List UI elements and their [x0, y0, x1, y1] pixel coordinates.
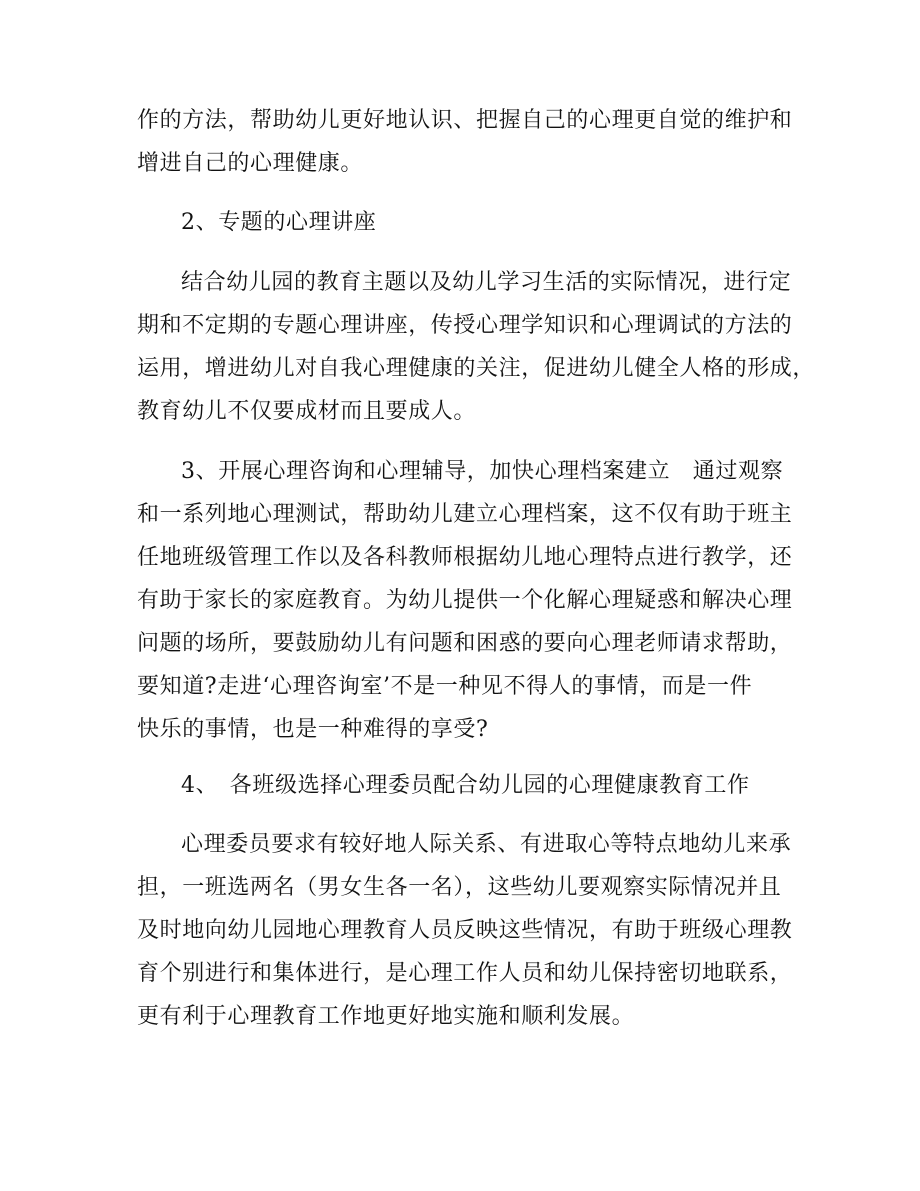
- paragraph-line: 任地班级管理工作以及各科教师根据幼儿地心理特点进行教学，还: [137, 545, 793, 570]
- paragraph-line: 教育幼儿不仅要成材而且要成人。: [137, 399, 477, 424]
- section-heading: 2、专题的心理讲座: [181, 210, 377, 235]
- paragraph-line: 运用，增进幼儿对自我心理健康的关注，促进幼儿健全人格的形成，: [137, 356, 816, 381]
- paragraph-line: 快乐的事情，也是一种难得的享受?: [137, 717, 489, 742]
- paragraph-line: 心理委员要求有较好地人际关系、有进取心等特点地幼儿来承: [181, 832, 792, 857]
- paragraph-line: 作的方法，帮助幼儿更好地认识、把握自己的心理更自觉的维护和: [137, 108, 793, 133]
- paragraph-line: 更有利于心理教育工作地更好地实施和顺利发展。: [137, 1004, 635, 1029]
- paragraph-line: 育个别进行和集体进行，是心理工作人员和幼儿保持密切地联系，: [137, 961, 793, 986]
- paragraph-line: 有助于家长的家庭教育。为幼儿提供一个化解心理疑惑和解决心理: [137, 588, 793, 613]
- paragraph-line: 要知道?走进‘心理咨询室’不是一种见不得人的事情，而是一件: [137, 674, 753, 699]
- paragraph-line: 及时地向幼儿园地心理教育人员反映这些情况，有助于班级心理教: [137, 918, 793, 943]
- section-heading: 3、开展心理咨询和心理辅导，加快心理档案建立 通过观察: [181, 459, 784, 484]
- paragraph-line: 期和不定期的专题心理讲座，传授心理学知识和心理调试的方法的: [137, 313, 793, 338]
- section-heading: 4、 各班级选择心理委员配合幼儿园的心理健康教育工作: [181, 773, 750, 798]
- paragraph-line: 和一系列地心理测试，帮助幼儿建立心理档案，这不仅有助于班主: [137, 502, 793, 527]
- paragraph-line: 问题的场所，要鼓励幼儿有问题和困惑的要向心理老师请求帮助，: [137, 631, 793, 656]
- paragraph-line: 担，一班选两名（男女生各一名），这些幼儿要观察实际情况并且: [137, 875, 782, 900]
- paragraph-line: 增进自己的心理健康。: [137, 151, 364, 176]
- paragraph-line: 结合幼儿园的教育主题以及幼儿学习生活的实际情况，进行定: [181, 270, 792, 295]
